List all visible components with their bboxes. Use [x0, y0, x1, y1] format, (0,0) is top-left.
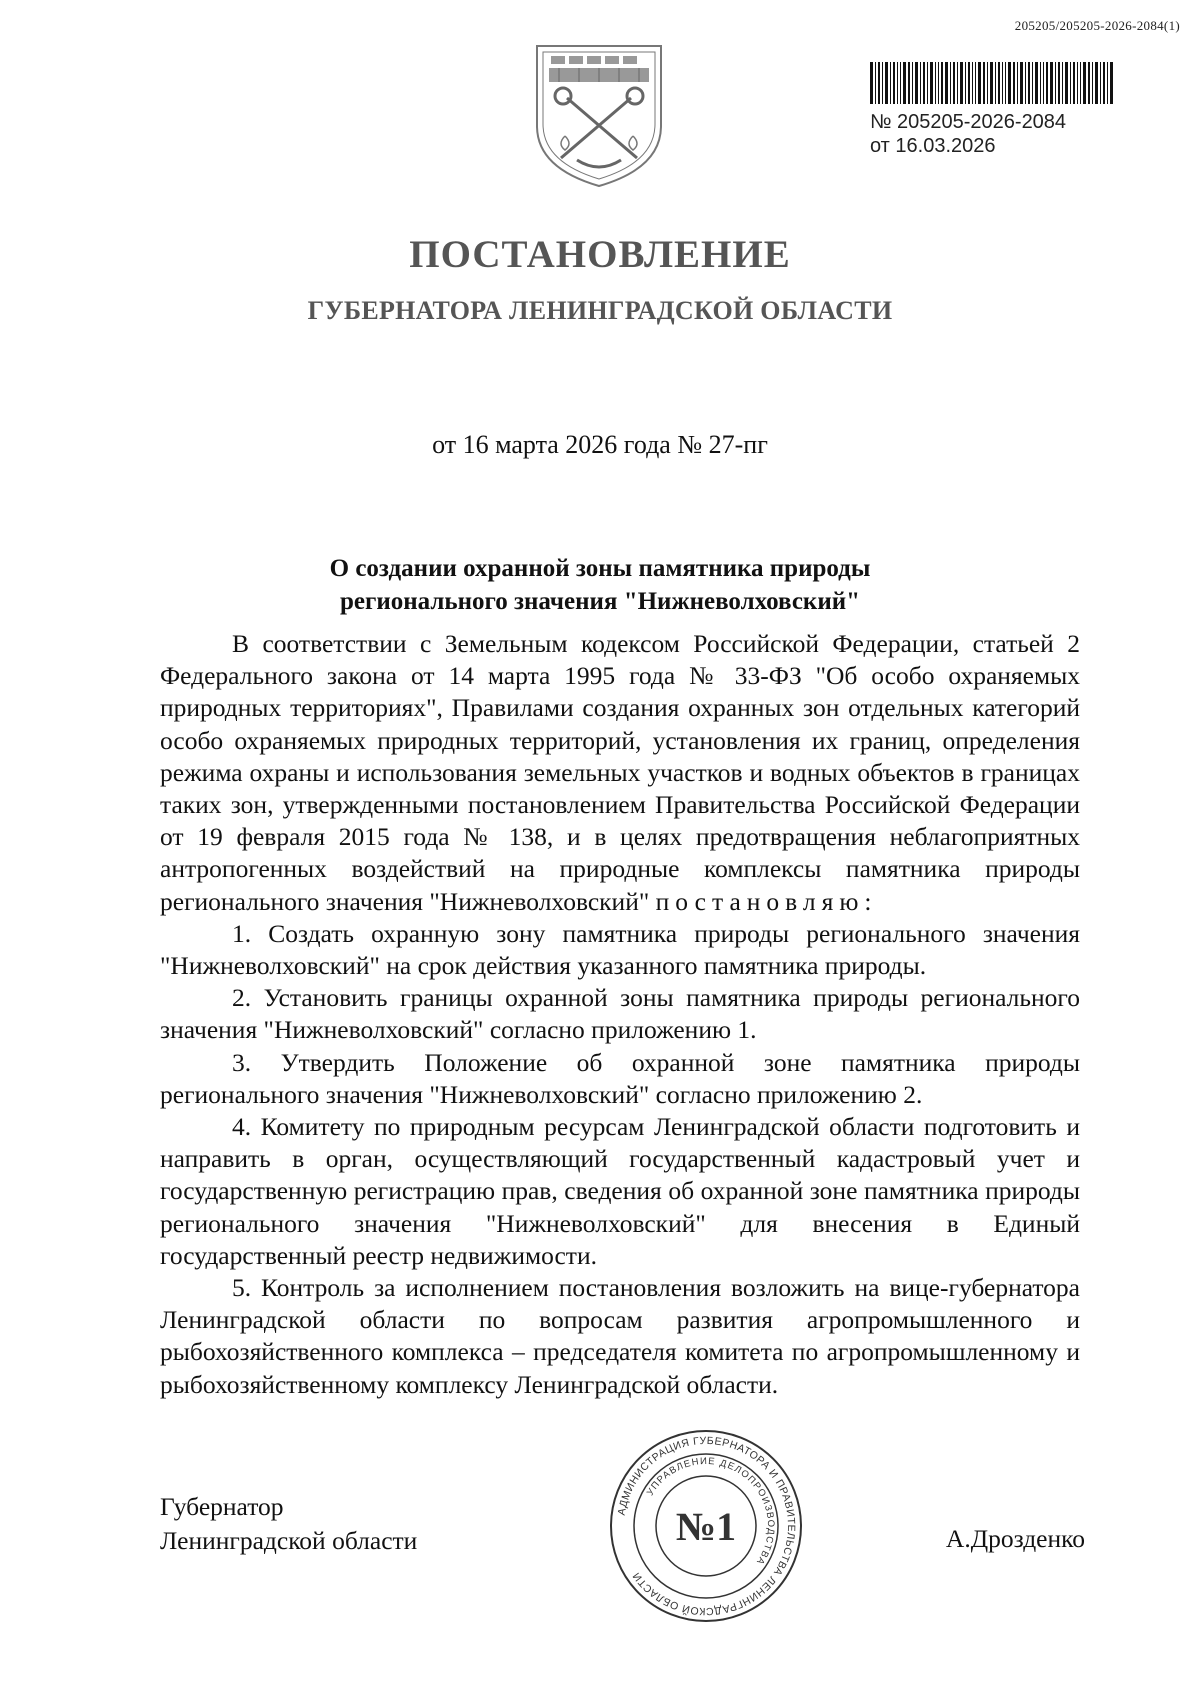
document-heading — [200, 552, 1000, 618]
heading-line: О создании охранной зоны памятника природы — [329, 555, 871, 582]
resolution-item: 5. Контроль за исполнением постановления возложить на вице-губернатора Ленинградской области по вопросам развития агропромышленного и рыбохозяйственного комплекса – председателя комитета по агропромышленному и рыбохозяйственному комплексу Ленинградской области. — [160, 1273, 1080, 1399]
seal-inner-text: УПРАВЛЕНИЕ ДЕЛОПРОИЗВОДСТВА — [644, 1455, 777, 1568]
document-reference: 205205/205205-2026-2084(1) — [1014, 18, 1180, 33]
resolution-item: 4. Комитету по природным ресурсам Ленинградской области подготовить и направить в орган, осуществляющий государственный кадастровый учет и государственную регистрацию прав, сведения об охранной зоне памятника природы регионального значения "Нижневолховский" для внесения в Единый государственный реестр недвижимости. — [160, 1112, 1080, 1270]
signer-title — [160, 1490, 580, 1558]
official-seal — [608, 1428, 804, 1624]
document-subtitle: ГУБЕРНАТОРА ЛЕНИНГРАДСКОЙ ОБЛАСТИ — [307, 296, 893, 325]
seal-number: №1 — [675, 1504, 737, 1549]
heading-line: регионального значения "Нижневолховский" — [339, 588, 861, 615]
document-date-number: от 16 марта 2026 года № 27-пг — [432, 430, 768, 459]
barcode — [870, 62, 1114, 104]
registration-block — [870, 110, 1150, 158]
document-body — [160, 628, 1080, 1401]
signer-name: А.Дрозденко — [945, 1524, 1085, 1553]
coat-of-arms-icon — [529, 40, 669, 190]
registration-date: от 16.03.2026 — [870, 135, 996, 157]
preamble-paragraph — [160, 628, 1080, 918]
seal-ring-text: АДМИНИСТРАЦИЯ ГУБЕРНАТОРА И ПРАВИТЕЛЬСТВА ЛЕНИНГРАДСКОЙ ОБЛАСТИ — [615, 1434, 798, 1618]
signer-title-line: Ленинградской области — [160, 1526, 418, 1555]
document-title: ПОСТАНОВЛЕНИЕ — [409, 233, 791, 276]
resolution-item: 3. Утвердить Положение об охранной зоне памятника природы регионального значения "Нижневолховский" согласно приложению 2. — [160, 1047, 1080, 1109]
resolution-item: 2. Установить границы охранной зоны памятника природы регионального значения "Нижневолховский" согласно приложению 1. — [160, 983, 1080, 1045]
preamble-text: В соответствии с Земельным кодексом Российской Федерации, статьей 2 Федерального закона от 14 марта 1995 года № 33-ФЗ "Об особо охраняемых природных территориях", Правилами создания охранных зон отдельных категорий особо охраняемых природных территорий, установления их границ, определения режима охраны и использования земельных участков и водных объектов в границах таких зон, утвержденными постановлением Правительства Российской Федерации от 19 февраля 2015 года № 138, и в целях предотвращения неблагоприятных антропогенных воздействий на природные комплексы памятника природы регионального значения "Нижневолховский" — [160, 629, 1080, 916]
resolution-item: 1. Создать охранную зону памятника природы регионального значения "Нижневолховский" на срок действия указанного памятника природы. — [160, 918, 1080, 981]
signer-title-line: Губернатор — [160, 1492, 284, 1521]
registration-number: № 205205-2026-2084 — [870, 111, 1067, 133]
resolve-word: постановляю: — [655, 886, 878, 916]
